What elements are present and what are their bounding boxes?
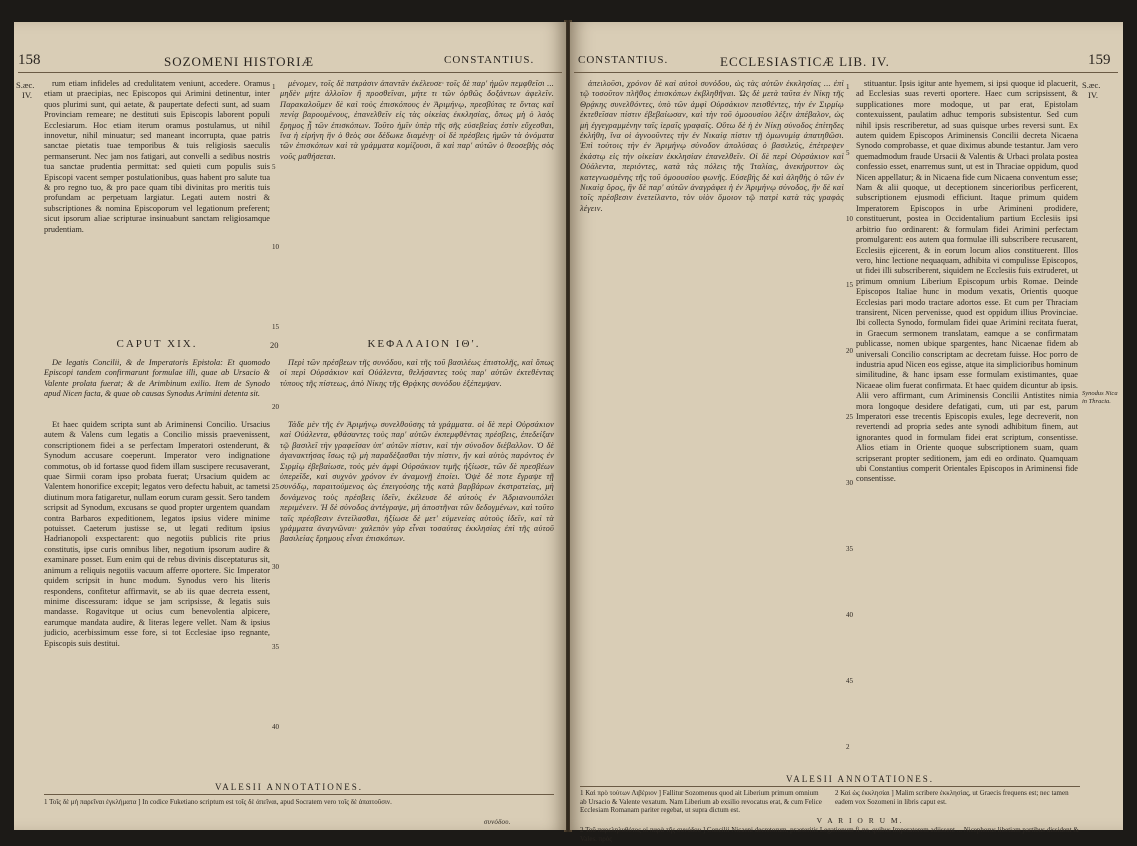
footnote-2: 2 Καὶ ὡς ἐκκλησίαι ] Malim scribere ἐκκλησίας, ut Graecis frequens est; nec tamen eadem vox Sozomeni in libris caput est.: [835, 789, 1069, 806]
header-rule: [18, 72, 562, 73]
running-head-title: ECCLESIASTICÆ LIB. IV.: [720, 54, 890, 69]
margin-era: S.æc.: [1082, 80, 1101, 90]
notes-heading: VALESII ANNOTATIONES.: [214, 782, 364, 792]
latin-body-text: Et haec quidem scripta sunt ab Ariminensi Concilio. Ursacius autem & Valens cum legatis a Concilio missis praevenissent, conscriptionem fidei a se perfectam Imperatori ostenderunt, & Synodum accusare coeperunt. Imperator vero indignatione commotus, ob id fortasse quod fidem illam suscipere recusaverant, quae Sirmii coram ipso probata fuerat; Ursacium quidem ac Valentem honorifice excepit; legatos vero defectu habuit, ac tametsi diutinum mora fatigaretur, nullam eorum curam gessit. Sero tandem scripsit ad Synodum, excusans se quod propter urgentem quandam contra Barbaros expeditionem, legatos ipsius videre minime potuisset. Caeterum justisse se, ut legati reditum ipsius Hadrianopoli exspectarent: quo negotiis publicis rite prius constitutis, ipse curis omnibus liber, negotium ipsorum audire & examinare posset. Eum enim qui de rebus divinis disceptaturus sit, animum a reliquis negotiis vacuum afferre oportere. Sic Imperator quidem scripsit in hunc modum. Synodus vero his literis respondens, confitetur affirmavit, se ab iis quae decreta essent, minime discessuram: idque se jam scripsisse, & legatis suis mandasse. Rogavitque ut ocius cum benevolentia alpicere, earumque mandata audire, & literas legere vellet. Nam & ipsius judicio, acerbissimum esse fore, si tot Ecclesiae ipso regnante, Episcopis suis destitui.: [44, 420, 270, 648]
line-number: 30: [846, 479, 853, 487]
header-rule: [574, 72, 1118, 73]
line-number: 45: [846, 677, 853, 685]
right-page: [570, 22, 1123, 843]
variorum-heading: V A R I O R U M.: [816, 816, 904, 825]
greek-epistle-text: μένομεν, τοῖς δὲ πατράσιν ἀπαντᾶν ἐκέλευσε· τοῖς δὲ παρ' ἡμῶν πεμφθεῖσι ... μηδὲν μήτε ἀλλοῖον ἢ προσθεῖναι, μήτε τι τῶν ὀρθῶς δοξάντων ἀφελεῖν. Παρακαλοῦμεν δὲ καὶ τοὺς ἐπισκόπους ἐν Ἀριμήνῳ, πρεσβύτας τε ὄντας καὶ πενίᾳ βαρουμένους, ἐπανελθεῖν εἰς τὰς οἰκείας ἐκκλησίας, ὅπως μὴ ὁ λαὸς ἔρημος ᾖ τῶν ἐπισκόπων. Τοῦτο ἡμῖν ὑπὲρ τῆς σῆς εὐσεβείας ἐστὶν εὔχεσθαι, ἵνα ἡ εἰρήνη ἣν ὁ θεὸς σοι δέδωκε διαμένῃ· οἱ δὲ πρέσβεις ἡμῶν τὰ ὀνόματα τῶν ἐπισκόπων καὶ τὰ γράμματα κομίζουσι, ἅ καὶ παρ' αὐτῶν ὁ θεοσεβὴς σὸς νοῦς μαθήσεται.: [280, 79, 554, 161]
margin-book: IV.: [22, 90, 32, 100]
line-number: 15: [272, 323, 279, 331]
latin-body-text: stituantur. Ipsis igitur ante hyemem, si ipsi quoque id placuerit, ad Ecclesias suas reverti oportere. Haec cum scripsissent, & supplicationes more modoque, ut par erat, Epistolam contexuissent, paulatim adhuc temporis subsistentur. Sed cum nihil ipsis rescriberetur, ad suas quisque urbes reversi sunt. Ex autem quidem Episcopos Ariminensis Concilii decreta Nicaena Synodo comprobasse, et quae diximus abunde testantur. Jam vero quemadmodum fraude Ursacii & Valentis & Urbaci prolata postea confessio esset, enarremus sunt, ut est in Thraciae oppidum, quod Nicen appellatur; & in Nicaena fide cum Nicaena conventum esse; Nam & alii quoque, ut deceptionem sincerioribus perficerent, subscriptionem ejusmodi efficiunt. Itaque primum quidem Imperatorem Episcopos in urbe Arimineni prodidere, constituerunt, postea in Occidentalium partium Ecclesiis ipsi arbitrio fuo ordinarent: & formulam fidei Arimini perfectam promulgarent: eos autem qua formulae illi subscribere recusarent, Ecclesiis ejicerent, & in eorum locum alios constituerent. Illos vero, hinc lectione nequaquam, adhibita vi compulisse Episcopos, ut fidei illi subscriberent, siquidem ne Ecclesiis fuis extruderet, ut primum omnium Liberium Episcopum urbis Romae. Deinde Episcopos Italiae hunc in modum vexatis, Orientis quoque Ecclesias pari modo tractare adortos esse. Et cum per Thraciam transirent, Nicen pervenisse, quod est oppidum illius Provinciae. Ibi collecta Synodo, formulam fidei quae Arimini recitata fuerat, in Graecum sermonem translatam, eamque a se confirmatam publicasse, nomen ubique spargentes, hanc Nicaenae fidem ab universali Concilio conscriptam ac decretam fuisse. Hoc porro de industria apud Nicen eos egisse, atque ita simplicioribus hominum similitudine, & hanc ipsam esse formulam existimantes, quae Nicaeae olim fuerat confirmata. Et haec quidem dicuntur ab ipsis. Alii vero affirmant, cum Ariminensis Concilii Antistites nimia mora longoque desidere defatigati, cum, uti par est, parum Imperatori esse trecentis Episcopis exules, lege decreverit, non revertendi ad propria sedes ante synodi adhibitum finem, aut ignorantes quod in formulam fidei erat scriptum, consentisse. Alios etiam in Oriente quoque subscriptionem suam, quam scripserant propter seditionem, jam edi eo ordinato. Quamquam ubi Constantius comperit Orientales Episcopos in Ariminensi fide consentisse.: [856, 79, 1078, 484]
summary-latin-text: De legatis Concilii, & de Imperatoris Epistola: Et quomodo Episcopi tandem confirmarunt formulae illi, quae ab Ursacio & Valente prolata fuerat; & de Arimbinum exilio. Item de Synodo apud Nicen facta, & quae ob causas Synodus Arimini detenta sit.: [44, 358, 270, 399]
chapter-summary-latin: [44, 358, 270, 414]
greek-body-text: ἀπειλοῦσι, χρόνον δὲ καὶ αὐτοὶ συνόδου, ὡς τὰς αὐτῶν ἐκκλησίας ... ἐπὶ τῷ τοσοῦτον πλῆθος ἐπισκόπων ἐκβληθῆναι. Ὡς δὲ μετὰ ταῦτα ἐν Νίκῃ τῆς Θρᾴκης συνελθόντες, ὑπὸ τῶν ἀμφὶ Οὐρσάκιον πεισθέντες, τὴν ἐν Σιρμίῳ ἐκτεθεῖσαν πίστιν ἐβεβαίωσαν, καὶ τὴν τοῦ ὁμοουσίου λέξιν ἀπέβαλον, ὡς μὴ ἐγγεγραμμένην ταῖς ἱεραῖς γραφαῖς. Οὕτω δὲ ἡ ἐν Νίκῃ σύνοδος ἐπίτηδες ἐκλήθη, ἵνα οἱ ἀγνοοῦντες τὴν ἐν Νικαίᾳ πίστιν τῇ ὁμωνυμίᾳ ἀπατηθῶσι. Ἐπὶ τούτοις τὴν ἐν Ἀριμήνῳ σύνοδον ἀπολύσας ὁ βασιλεύς, ἐπέτρεψεν ἑκάστῳ εἰς τὴν οἰκείαν ἐκκλησίαν ἐπανελθεῖν. Οἱ δὲ περὶ Οὐρσάκιον καὶ Οὐάλεντα, περιόντες, κατὰ τὰς πόλεις τῆς Ἰταλίας, ἀνεκήρυττον ὡς κατεγνωσμένης τῆς τοῦ ὁμοουσίου φωνῆς. Εὐσεβὴς δὲ καὶ ἀληθὴς ὁ τῶν ἐν Νικαίᾳ ὅρος, ἣν δὲ παρ' αὐτῶν ἀναγράφει ἡ ἐν Ἀριμήνῳ σύνοδος, ἣν δὲ καὶ τοῖς πρέσβεσιν ἐνετείλαντο, τὸν υἱὸν ὅμοιον τῷ πατρὶ κατὰ τὰς γραφὰς λέγειν.: [580, 79, 844, 213]
running-head-reign: CONSTANTIUS.: [444, 54, 535, 66]
line-marker: 20: [270, 340, 279, 350]
margin-sidenote: Synodus Nica in Thracia.: [1082, 390, 1118, 405]
page-number: 158: [18, 52, 41, 68]
footnote-1: 1 Καὶ πρὸ τούτων Λιβέριον ] Fallitur Sozomenus quod ait Liberium primum omnium ab Ursacio & Valente vexatum. Nam Liberium ab exsilio revocatus erat, & cum Felice Ecclesiam Romanam pariter regebat, ut supra dictum est.: [580, 789, 822, 815]
latin-body-column: [44, 420, 270, 775]
line-number: 30: [272, 563, 279, 571]
chapter-heading-latin: CAPUT XIX.: [116, 338, 198, 350]
notes-rule: [44, 794, 554, 795]
margin-book: IV.: [1088, 90, 1098, 100]
catchword: συνόδου.: [484, 818, 511, 826]
greek-body-column: [280, 420, 554, 775]
page-number: 159: [1088, 52, 1111, 68]
summary-greek-text: Περὶ τῶν πρέσβεων τῆς συνόδου, καὶ τῆς τοῦ βασιλέως ἐπιστολῆς, καὶ ὅπως οἱ περὶ Οὐρσάκιον καὶ Οὐάλεντα, θελήσαντες τοὺς παρ' αὐτῶν ἐκτεθέντας τύπους τῆς πίστεως, ἀπὸ Νίκης τῆς Θρᾴκης συνόδου ἐξέπεμψαν.: [280, 358, 554, 388]
line-number: 10: [846, 215, 853, 223]
latin-epistle-text: rum etiam infideles ad credulitatem veniunt, accedere. Oramus etiam ut praecipias, nec Episcopos qui Arimini detinentur, inter quos plurimi sunt, qui aetate, & paupertate defecti sunt, ad suam Provinciam remeare; ne destituti suis Episcopis laborent populi Ecclesiarum. Hoc etiam iterum oramus postulamus, ut nihil innovetur, nihil minuatur; sed maneant incorrupta, quae patris sanctae pietatis tuae temporibus & tuis religiosis saeculis permanserunt. Nec jam nos fatigari, aut convelli a sedibus nostris tua sanctae prudentia permittat: sed quieti cum populis suis Episcopi vacent semper postulationibus, quas habent pro salute tua & pro regno tuo, & pro pace quam tibi divinitas pro meritis tuis profundam ac perpetuam largiatur. Legati autem nostri & subscriptiones & nomina Episcoporum vel legationum preferent; sicut ipsorum aliae scripturae insinuabunt sanctam religiosamque prudentiam.: [44, 79, 270, 234]
line-number: 35: [272, 643, 279, 651]
line-number: 40: [846, 611, 853, 619]
chapter-heading-greek: ΚΕΦΑΛΑΙΟΝ ΙΘʹ.: [367, 338, 481, 350]
margin-era: S.æc.: [16, 80, 35, 90]
footnote: 1 Τοῖς δὲ μὴ παρεῖναι ἐγκλήματα ] In codice Fuketiano scriptum est τοῖς δὲ ἀπεῖναι, apud Socratem vero τοῖς δὲ ἀπαιτοῦσιν.: [44, 798, 392, 806]
line-number: 20: [272, 403, 279, 411]
line-number: 1: [272, 83, 276, 91]
line-number: 25: [272, 483, 279, 491]
line-number: 35: [846, 545, 853, 553]
notes-rule: [580, 786, 1080, 787]
line-number: 1: [846, 83, 850, 91]
line-number: 40: [272, 723, 279, 731]
latin-text-column: [856, 79, 1078, 769]
chapter-summary-greek: [280, 358, 554, 414]
line-number: 2: [846, 743, 850, 751]
line-number: 10: [272, 243, 279, 251]
line-number: 5: [846, 149, 850, 157]
greek-body-text: Τάδε μὲν τῆς ἐν Ἀριμήνῳ συνελθούσης τὰ γράμματα. οἱ δὲ περὶ Οὐρσάκιον καὶ Οὐάλεντα, φθάσαντες τοὺς παρ' αὐτῶν ἐκπεμφθέντας πρέσβεις, ἐπεδείξαν τῷ βασιλεῖ τὴν γραφεῖσαν ὑπ' αὐτῶν πίστιν, καὶ τὴν σύνοδον διέβαλλον. Ὁ δὲ ἀγανακτήσας ἴσως τῷ μὴ παραδέξασθαι τὴν πίστιν, ἣν καὶ αὐτὸς παρόντος ἐν Σιρμίῳ ἐβεβαίωσε, τοὺς μὲν ἀμφὶ Οὐρσάκιον τιμῆς ἠξίωσε, τῶν δὲ πρεσβέων ὑπερεῖδε, καὶ συχνὸν χρόνον ἐν ἀναμονῇ ἐποίει. Ὀψὲ δὲ ποτε ἔγραψε τῇ συνόδῳ, παραιτούμενος ὡς ἐπειγούσης τῆς κατὰ βαρβάρων ἐκστρατείας, μὴ δυνάμενος τοὺς πρέσβεις ἰδεῖν, ἐκέλευσε δὲ αὐτοὺς ἐν Ἀδριανουπόλει περιμένειν. Ἡ δὲ σύνοδος ἀντέγραψε, μὴ ἀποστῆναι τῶν δεδογμένων, καὶ τοῦτο ταῖς πρέσβεσιν ἐντείλασθαι, ἠξίωσε δὲ μετ' εὐμενείας αὐτοὺς ἰδεῖν, καὶ τὰ γράμματα ἀναγνῶναι· χαλεπὸν γὰρ εἶναι τοσαύτας ἐκκλησίας ἐπὶ τῆς αὐτοῦ βασιλείας ἔρημους εἶναι ἐπισκόπων.: [280, 420, 554, 544]
notes-heading: VALESII ANNOTATIONES.: [785, 774, 935, 784]
line-number: 20: [846, 347, 853, 355]
left-page: [14, 22, 566, 830]
greek-text-column: [280, 79, 554, 327]
line-number: 25: [846, 413, 853, 421]
running-head-title: SOZOMENI HISTORIÆ: [164, 54, 315, 69]
latin-text-column: [44, 79, 270, 327]
line-number: 5: [272, 163, 276, 171]
greek-text-column: [580, 79, 844, 769]
variorum-note: 2 Τοῦ παρεληλυθότος οἱ παρὰ τῆς συνόδου ] Concilii Nicaeni decretorum, praeteritis Legationum fi-ne, quibus Imperatorem adiissent ... Nicephorus libetiam partibus dissident & Vales. πρός: [580, 826, 1079, 843]
line-number: 15: [846, 281, 853, 289]
running-head-reign: CONSTANTIUS.: [578, 54, 669, 66]
